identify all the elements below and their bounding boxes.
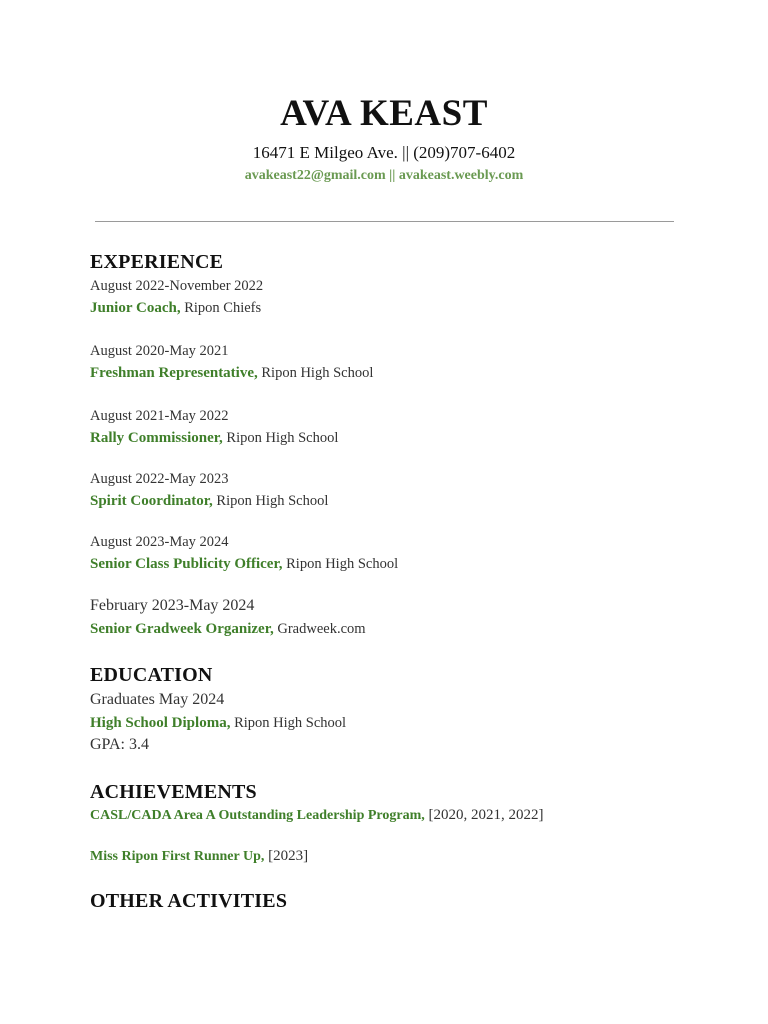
achievement-title: Miss Ripon First Runner Up, [90,849,265,864]
education-school: Ripon High School [230,715,347,731]
experience-entry [90,365,373,382]
experience-role: Spirit Coordinator, [90,493,213,509]
experience-entry [90,300,261,317]
experience-entry [90,430,338,447]
achievement-entry [90,807,544,824]
experience-role: Freshman Representative, [90,365,258,381]
experience-dates: August 2022-May 2023 [90,471,229,487]
achievement-years: [2020, 2021, 2022] [424,807,544,823]
resume-name: AVA KEAST [280,93,488,134]
experience-heading: EXPERIENCE [90,251,224,273]
experience-org: Ripon Chiefs [180,300,262,316]
experience-role: Junior Coach, [90,300,181,316]
education-heading: EDUCATION [90,664,213,686]
experience-entry [90,493,328,510]
achievement-years: [2023] [264,848,309,864]
experience-org: Ripon High School [282,556,399,572]
experience-org: Ripon High School [222,430,339,446]
experience-entry [90,556,398,573]
experience-org: Ripon High School [257,365,374,381]
achievements-heading: ACHIEVEMENTS [90,781,257,803]
email-website: avakeast22@gmail.com || avakeast.weebly.com [244,168,524,183]
experience-org: Gradweek.com [273,621,366,637]
experience-role: Rally Commissioner, [90,430,223,446]
other-activities-heading: OTHER ACTIVITIES [90,890,288,912]
header-divider [95,221,674,222]
experience-role: Senior Class Publicity Officer, [90,556,283,572]
achievement-entry [90,848,308,865]
experience-dates: August 2022-November 2022 [90,278,264,294]
experience-dates: February 2023-May 2024 [90,597,255,614]
experience-entry [90,621,366,638]
experience-dates: August 2020-May 2021 [90,343,229,359]
education-dates: Graduates May 2024 [90,691,225,708]
address-phone: 16471 E Milgeo Ave. || (209)707-6402 [252,143,516,162]
experience-role: Senior Gradweek Organizer, [90,621,274,637]
education-gpa: GPA: 3.4 [90,736,149,753]
education-degree: High School Diploma, [90,715,231,731]
education-entry [90,715,346,732]
experience-dates: August 2023-May 2024 [90,534,229,550]
experience-dates: August 2021-May 2022 [90,408,229,424]
achievement-title: CASL/CADA Area A Outstanding Leadership Program, [90,808,425,823]
experience-org: Ripon High School [212,493,329,509]
